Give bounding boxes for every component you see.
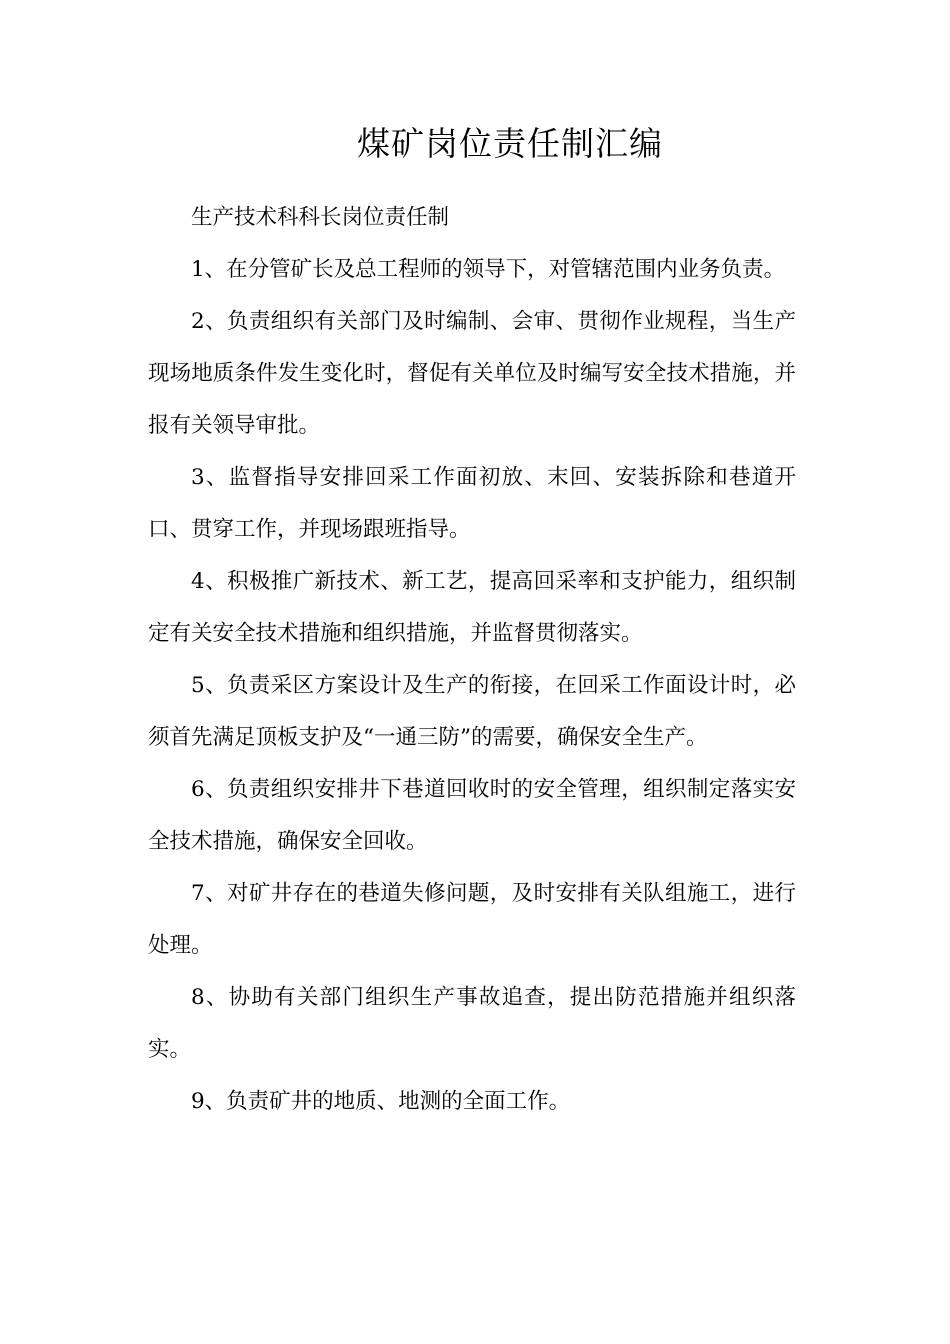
paragraph-2: 2、负责组织有关部门及时编制、会审、贯彻作业规程，当生产现场地质条件发生变化时，督促有关单位及时编写安全技术措施，并报有关领导审批。 — [148, 309, 796, 438]
document-title: 煤矿岗位责任制汇编 — [357, 124, 663, 163]
section-title: 生产技术科科长岗位责任制 — [191, 205, 450, 230]
paragraph-9: 9、负责矿井的地质、地测的全面工作。 — [191, 1089, 571, 1114]
paragraph-4: 4、积极推广新技术、新工艺，提高回采率和支护能力，组织制定有关安全技术措施和组织措施，并监督贯彻落实。 — [148, 569, 796, 646]
document-body — [148, 192, 796, 1128]
paragraph-8: 8、协助有关部门组织生产事故追查，提出防范措施并组织落实。 — [148, 985, 796, 1062]
paragraph-6: 6、负责组织安排井下巷道回收时的安全管理，组织制定落实安全技术措施，确保安全回收。 — [148, 777, 796, 854]
paragraph-5: 5、负责采区方案设计及生产的衔接，在回采工作面设计时，必须首先满足顶板支护及“一通三防”的需要，确保安全生产。 — [148, 673, 796, 750]
paragraph-3: 3、监督指导安排回采工作面初放、末回、安装拆除和巷道开口、贯穿工作，并现场跟班指导。 — [148, 465, 796, 542]
paragraph-7: 7、对矿井存在的巷道失修问题，及时安排有关队组施工，进行处理。 — [148, 881, 796, 958]
paragraph-1: 1、在分管矿长及总工程师的领导下，对管辖范围内业务负责。 — [191, 257, 786, 282]
